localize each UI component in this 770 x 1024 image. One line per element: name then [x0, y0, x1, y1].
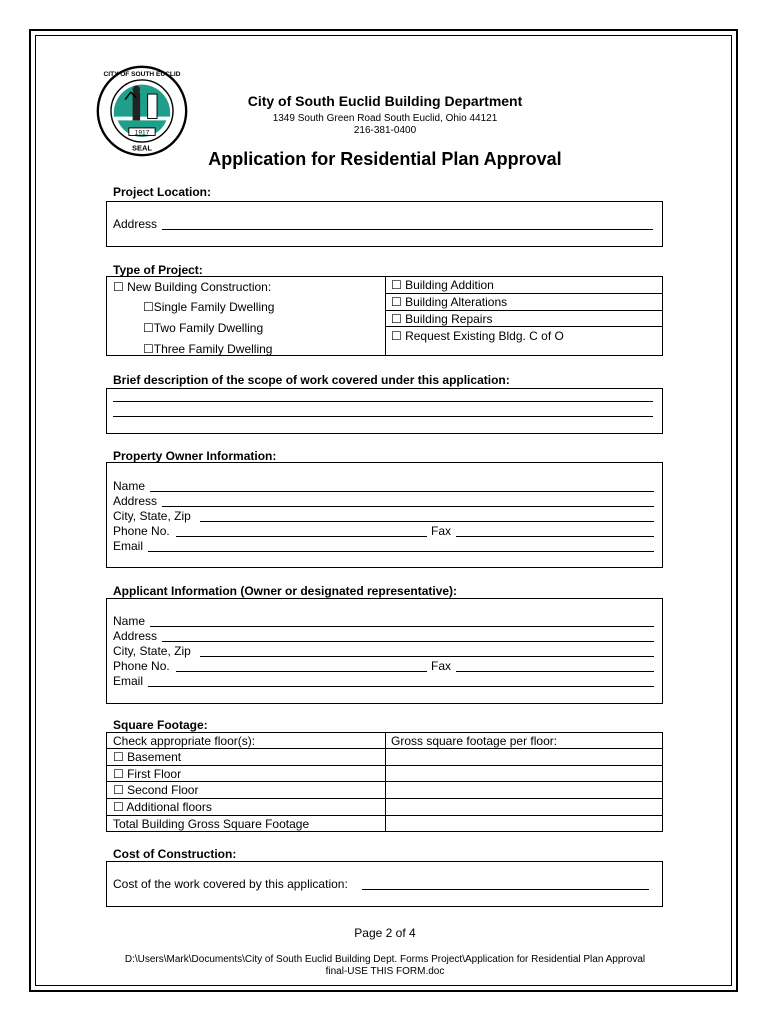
sqft-row-line: [106, 798, 663, 799]
new-building-checkbox[interactable]: ☐ New Building Construction:: [113, 280, 272, 294]
owner-heading: Property Owner Information:: [113, 449, 277, 463]
three-family-checkbox[interactable]: ☐Three Family Dwelling: [143, 342, 273, 356]
sqft-row-line: [106, 748, 663, 749]
file-path-line1: D:\Users\Mark\Documents\City of South Euclid Building Dept. Forms Project\Application for Residential Plan Approval: [124, 954, 646, 965]
project-address-field[interactable]: [162, 229, 653, 230]
file-path-line2: final-USE THIS FORM.doc: [325, 966, 445, 977]
owner-fax-field[interactable]: [456, 536, 654, 537]
project-location-box: [106, 201, 663, 247]
sqft-row-line: [106, 765, 663, 766]
applicant-phone-label: Phone No.: [113, 659, 170, 673]
department-name: City of South Euclid Building Department: [247, 93, 523, 109]
scope-line[interactable]: [113, 401, 653, 402]
cost-field[interactable]: [362, 889, 649, 890]
owner-address-field[interactable]: [162, 506, 654, 507]
request-co-checkbox[interactable]: ☐ Request Existing Bldg. C of O: [391, 329, 564, 343]
department-phone: 216-381-0400: [353, 125, 417, 136]
sqft-row-line: [106, 781, 663, 782]
applicant-city-field[interactable]: [200, 656, 654, 657]
owner-city-label: City, State, Zip: [113, 509, 191, 523]
single-family-checkbox[interactable]: ☐Single Family Dwelling: [143, 300, 275, 314]
sqft-row-line: [106, 815, 663, 816]
owner-fax-label: Fax: [431, 524, 452, 538]
svg-text:1917: 1917: [134, 129, 150, 137]
type-row-line: [385, 293, 663, 294]
owner-phone-field[interactable]: [176, 536, 427, 537]
project-location-heading: Project Location:: [113, 185, 212, 199]
svg-text:CITY OF SOUTH EUCLID: CITY OF SOUTH EUCLID: [103, 71, 181, 79]
owner-email-field[interactable]: [148, 551, 654, 552]
city-seal-logo: [95, 64, 189, 158]
applicant-email-field[interactable]: [148, 686, 654, 687]
applicant-address-field[interactable]: [162, 641, 654, 642]
second-floor-checkbox[interactable]: ☐ Second Floor: [113, 783, 199, 797]
basement-checkbox[interactable]: ☐ Basement: [113, 750, 182, 764]
type-of-project-heading: Type of Project:: [113, 263, 203, 277]
owner-email-label: Email: [113, 539, 144, 553]
applicant-phone-field[interactable]: [176, 671, 427, 672]
two-family-checkbox[interactable]: ☐Two Family Dwelling: [143, 321, 264, 335]
owner-name-field[interactable]: [150, 491, 654, 492]
type-row-line: [385, 310, 663, 311]
type-row-line: [385, 326, 663, 327]
form-title: Application for Residential Plan Approval: [208, 149, 562, 169]
cost-label: Cost of the work covered by this application:: [113, 877, 348, 891]
first-floor-checkbox[interactable]: ☐ First Floor: [113, 767, 182, 781]
applicant-heading: Applicant Information (Owner or designated representative):: [113, 584, 458, 598]
square-footage-heading: Square Footage:: [113, 718, 208, 732]
owner-city-field[interactable]: [200, 521, 654, 522]
scope-box: [106, 388, 663, 434]
sqft-divider: [385, 732, 386, 832]
svg-text:SEAL: SEAL: [131, 143, 153, 153]
building-repairs-checkbox[interactable]: ☐ Building Repairs: [391, 312, 493, 326]
owner-name-label: Name: [113, 479, 146, 493]
scope-line[interactable]: [113, 416, 653, 417]
total-sqft-label: Total Building Gross Square Footage: [113, 817, 310, 831]
applicant-name-label: Name: [113, 614, 146, 628]
scope-heading: Brief description of the scope of work covered under this application:: [113, 373, 510, 387]
applicant-email-label: Email: [113, 674, 144, 688]
cost-heading: Cost of Construction:: [113, 847, 237, 861]
applicant-name-field[interactable]: [150, 626, 654, 627]
additional-floors-checkbox[interactable]: ☐ Additional floors: [113, 800, 212, 814]
applicant-fax-label: Fax: [431, 659, 452, 673]
sqft-col2-header: Gross square footage per floor:: [391, 734, 558, 748]
department-address: 1349 South Green Road South Euclid, Ohio 44121: [272, 113, 498, 124]
applicant-fax-field[interactable]: [456, 671, 654, 672]
owner-phone-label: Phone No.: [113, 524, 170, 538]
project-address-label: Address: [113, 217, 158, 231]
applicant-address-label: Address: [113, 629, 158, 643]
owner-address-label: Address: [113, 494, 158, 508]
page-number: Page 2 of 4: [354, 926, 416, 940]
sqft-col1-header: Check appropriate floor(s):: [113, 734, 256, 748]
building-alterations-checkbox[interactable]: ☐ Building Alterations: [391, 295, 508, 309]
building-addition-checkbox[interactable]: ☐ Building Addition: [391, 278, 494, 292]
applicant-city-label: City, State, Zip: [113, 644, 191, 658]
type-divider: [385, 276, 386, 356]
